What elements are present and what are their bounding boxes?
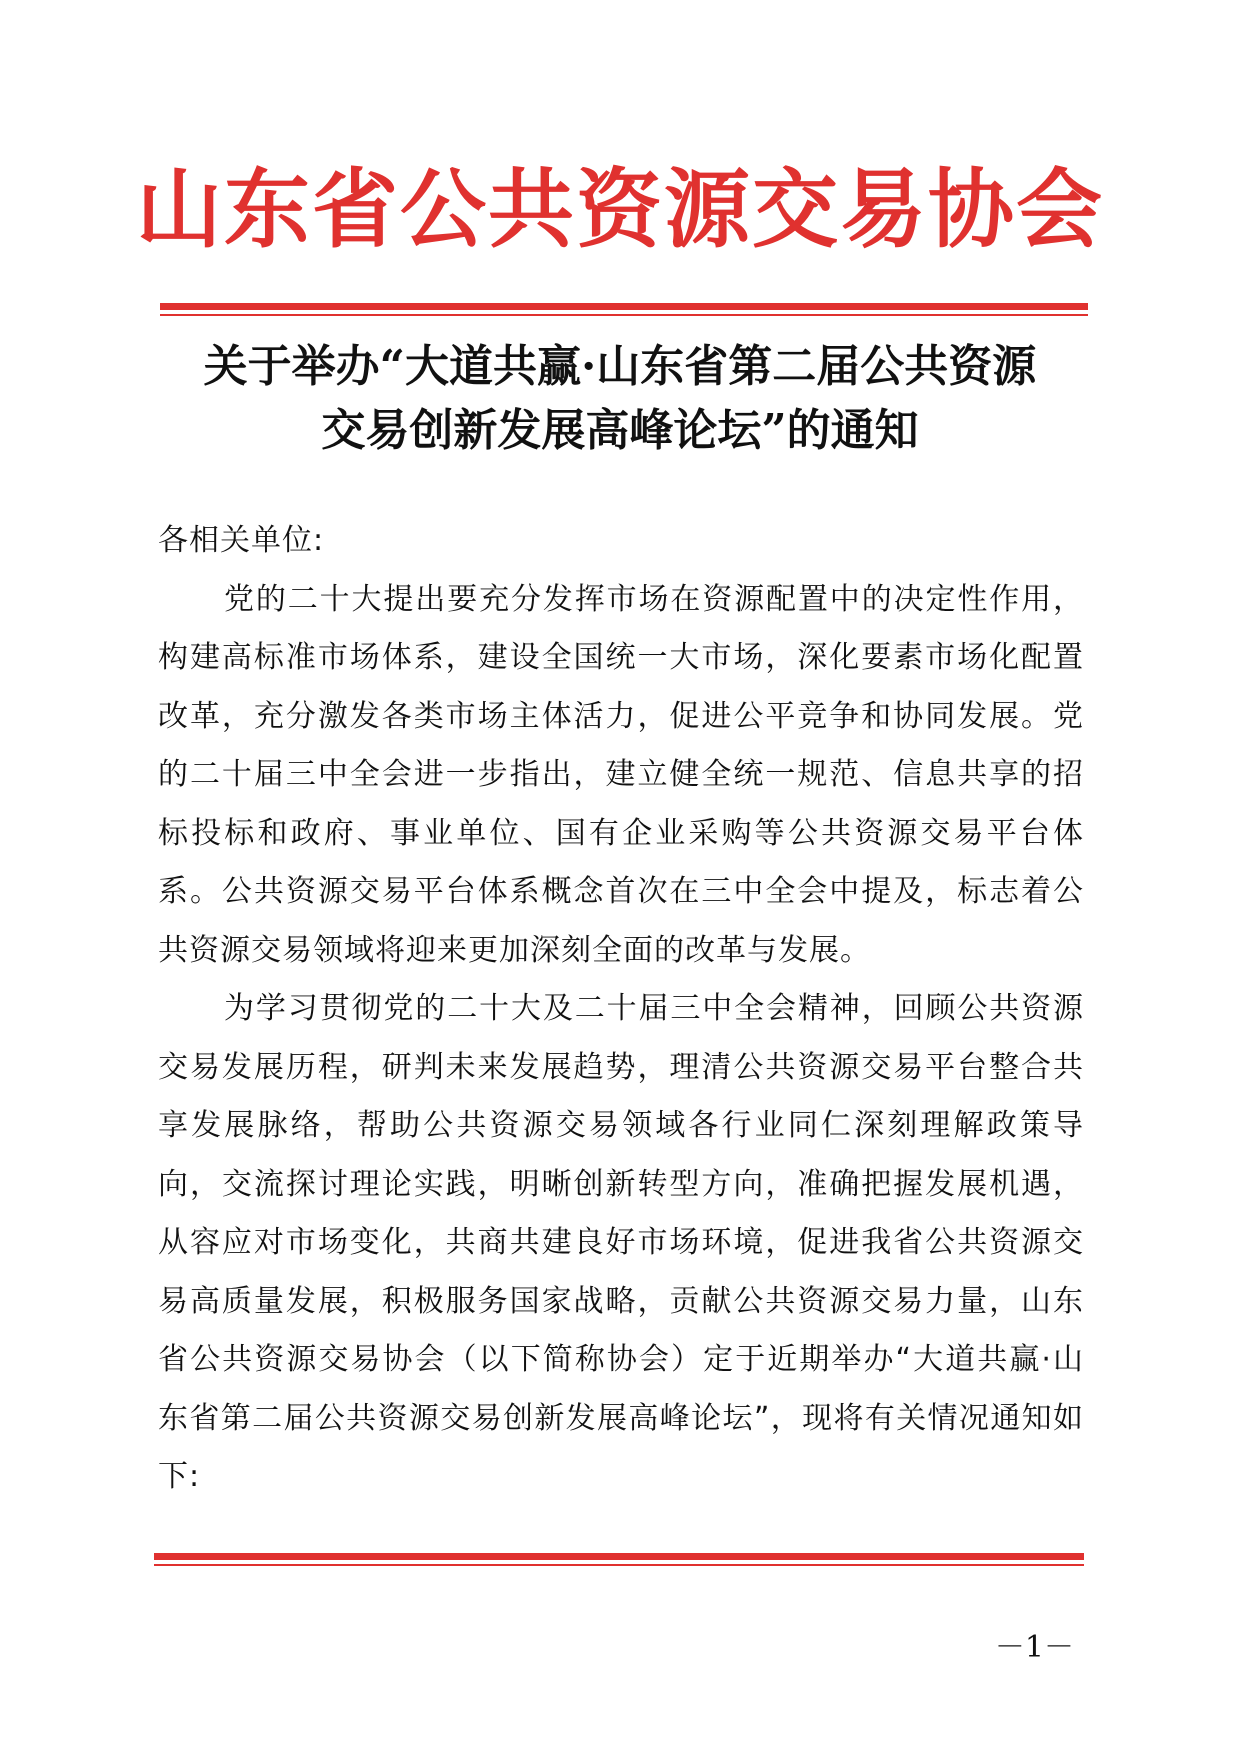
paragraph-1: 党的二十大提出要充分发挥市场在资源配置中的决定性作用，构建高标准市场体系，建设全国统一大市场，深化要素市场化配置改革，充分激发各类市场主体活力，促进公平竞争和协同发展。党的二十届三中全会进一步指出，建立健全统一规范、信息共享的招标投标和政府、事业单位、国有企业采购等公共资源交易平台体系。公共资源交易平台体系概念首次在三中全会中提及，标志着公共资源交易领域将迎来更加深刻全面的改革与发展。	[158, 581, 1084, 968]
page-number: －1－	[994, 1630, 1074, 1665]
document-body	[158, 512, 1084, 1507]
title-line-2: 交易创新发展高峰论坛”的通知	[321, 405, 919, 456]
header-red-rule	[160, 303, 1088, 316]
footer-red-rule	[154, 1553, 1084, 1566]
salutation: 各相关单位:	[158, 523, 325, 558]
document-title	[140, 335, 1100, 463]
letterhead-org-name: 山东省公共资源交易协会	[136, 159, 1104, 260]
paragraph-2: 为学习贯彻党的二十大及二十届三中全会精神，回顾公共资源交易发展历程，研判未来发展趋势，理清公共资源交易平台整合共享发展脉络，帮助公共资源交易领域各行业同仁深刻理解政策导向，交流探讨理论实践，明晰创新转型方向，准确把握发展机遇，从容应对市场变化，共商共建良好市场环境，促进我省公共资源交易高质量发展，积极服务国家战略，贡献公共资源交易力量，山东省公共资源交易协会（以下简称协会）定于近期举办“大道共赢·山东省第二届公共资源交易创新发展高峰论坛”，现将有关情况通知如下:	[158, 991, 1084, 1494]
title-line-1: 关于举办“大道共赢·山东省第二届公共资源	[203, 341, 1037, 392]
